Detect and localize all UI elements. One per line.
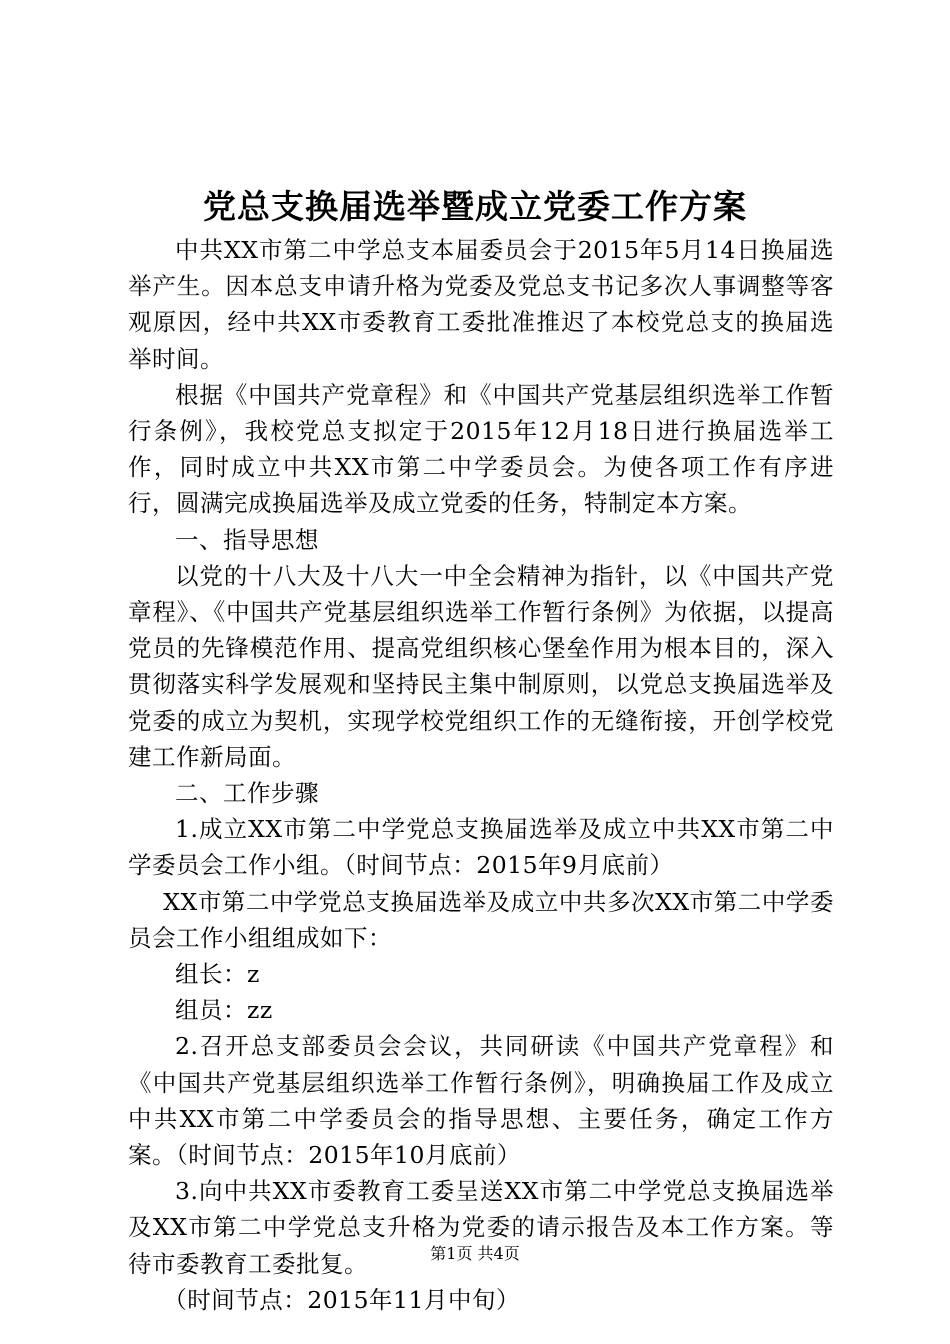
paragraph-guiding-thought: 以党的十八大及十八大一中全会精神为指针，以《中国共产党章程》、《中国共产党基层组织选举工作暂行条例》为依据，以提高党员的先锋模范作用、提高党组织核心堡垒作用为根本目的，深入贯彻落实科学发展观和坚持民主集中制原则，以党总支换届选举及党委的成立为契机，实现学校党组织工作的无缝衔接，开创学校党建工作新局面。 bbox=[128, 561, 834, 771]
document-body bbox=[128, 232, 834, 1318]
paragraph-step-1: 1.成立XX市第二中学党总支换届选举及成立中共XX市第二中学委员会工作小组。（时间节点：2015年9月底前） bbox=[128, 815, 834, 880]
paragraph-step-2: 2.召开总支部委员会会议，共同研读《中国共产党章程》和《中国共产党基层组织选举工作暂行条例》，明确换届工作及成立中共XX市第二中学委员会的指导思想、主要任务，确定工作方案。（时间节点：2015年10月底前） bbox=[128, 1032, 834, 1170]
paragraph-group-members: 组员：zz bbox=[175, 996, 273, 1025]
page-number-footer: 第1页 共4页 bbox=[430, 1244, 520, 1263]
heading-guiding-thought: 一、指导思想 bbox=[175, 525, 319, 554]
paragraph-basis: 根据《中国共产党章程》和《中国共产党基层组织选举工作暂行条例》，我校党总支拟定于2015年12月18日进行换届选举工作，同时成立中共XX市第二中学委员会。为使各项工作有序进行，圆满完成换届选举及成立党委的任务，特制定本方案。 bbox=[128, 380, 834, 518]
paragraph-step-3-deadline: （时间节点：2015年11月中旬） bbox=[163, 1285, 520, 1314]
paragraph-intro: 中共XX市第二中学总支本届委员会于2015年5月14日换届选举产生。因本总支申请升格为党委及党总支书记多次人事调整等客观原因，经中共XX市委教育工委批准推迟了本校党总支的换届选举时间。 bbox=[128, 236, 834, 373]
document-title: 党总支换届选举暨成立党委工作方案 bbox=[203, 187, 747, 226]
heading-work-steps: 二、工作步骤 bbox=[175, 779, 319, 808]
paragraph-step-3: 3.向中共XX市委教育工委呈送XX市第二中学党总支换届选举及XX市第二中学党总支升格为党委的请示报告及本工作方案。等待市委教育工委批复。 bbox=[128, 1177, 834, 1278]
paragraph-group-composition: XX市第二中学党总支换届选举及成立中共多次XX市第二中学委员会工作小组组成如下： bbox=[128, 887, 834, 952]
paragraph-group-leader: 组长：z bbox=[175, 960, 260, 989]
